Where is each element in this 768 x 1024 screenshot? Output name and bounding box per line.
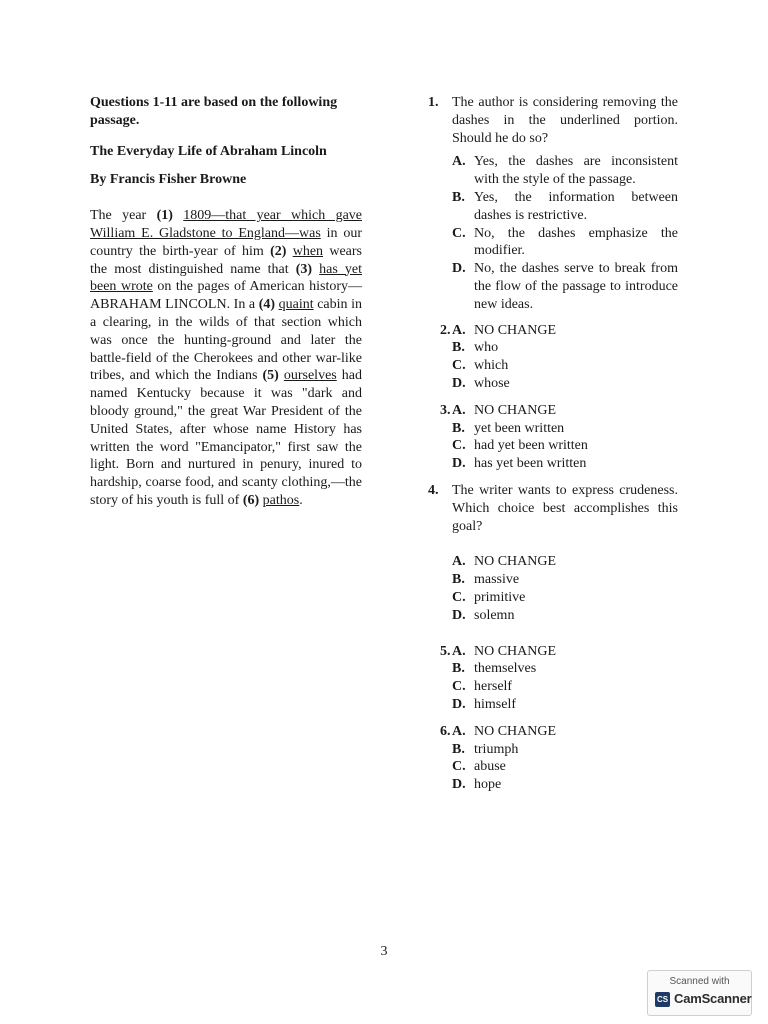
question-number: 5. bbox=[440, 643, 451, 659]
marker-3: (3) bbox=[295, 261, 313, 277]
option-text: Yes, the dashes are inconsistent with the style of the passage. bbox=[474, 154, 678, 188]
question-number: 2. bbox=[440, 322, 451, 338]
answer-option[interactable] bbox=[452, 553, 678, 571]
marker-1: (1) bbox=[156, 208, 173, 224]
marker-5: (5) bbox=[262, 368, 279, 384]
option-letter: B. bbox=[452, 741, 465, 757]
option-text: No, the dashes emphasize the modifier. bbox=[474, 225, 678, 259]
option-letter: B. bbox=[452, 420, 465, 436]
option-text: massive bbox=[474, 572, 520, 588]
underlined-portion-1: 1809—that year which gave William E. Gladstone to England—was bbox=[90, 208, 363, 241]
marker-4: (4) bbox=[258, 297, 276, 313]
answer-option[interactable] bbox=[452, 571, 678, 589]
passage-title: The Everyday Life of Abraham Lincoln bbox=[90, 143, 327, 159]
underlined-portion-2: when bbox=[292, 243, 324, 259]
answer-option[interactable] bbox=[452, 260, 678, 313]
question-5 bbox=[412, 643, 678, 714]
option-text: hope bbox=[474, 777, 502, 793]
option-letter: A. bbox=[452, 554, 466, 570]
option-text: triumph bbox=[474, 741, 519, 757]
question-stem: The author is considering removing the dashes in the underlined portion. Should he do so? bbox=[452, 95, 678, 146]
option-letter: D. bbox=[452, 375, 466, 391]
text-segment: . bbox=[299, 492, 303, 508]
option-text: had yet been written bbox=[474, 438, 588, 454]
answer-option[interactable] bbox=[440, 643, 678, 661]
option-text: NO CHANGE bbox=[474, 643, 557, 659]
underlined-portion-3: has yet been wrote bbox=[90, 261, 363, 295]
option-text: NO CHANGE bbox=[474, 723, 557, 739]
option-letter: B. bbox=[452, 189, 465, 205]
answer-option[interactable] bbox=[452, 776, 678, 794]
question-1 bbox=[412, 94, 678, 314]
option-text: has yet been written bbox=[474, 456, 587, 472]
option-letter: B. bbox=[452, 572, 465, 588]
question-2 bbox=[412, 322, 678, 393]
option-letter: B. bbox=[452, 661, 465, 677]
option-text: yet been written bbox=[474, 420, 565, 436]
option-letter: C. bbox=[452, 589, 466, 605]
text-segment: The year bbox=[90, 208, 157, 224]
option-text: which bbox=[474, 358, 509, 374]
option-letter: A. bbox=[452, 154, 466, 170]
questions-column bbox=[412, 94, 678, 803]
answer-option[interactable] bbox=[452, 607, 678, 625]
answer-option[interactable] bbox=[452, 153, 678, 189]
option-letter: C. bbox=[452, 679, 466, 695]
question-6 bbox=[412, 723, 678, 794]
answer-option[interactable] bbox=[440, 723, 678, 741]
option-text: solemn bbox=[474, 607, 515, 623]
answer-option[interactable] bbox=[452, 339, 678, 357]
question-number: 3. bbox=[440, 402, 451, 418]
passage-column bbox=[90, 94, 362, 510]
question-stem: The writer wants to express crudeness. Which choice best accomplishes this goal? bbox=[452, 482, 678, 534]
page-number: 3 bbox=[380, 944, 388, 959]
option-text: primitive bbox=[474, 589, 526, 605]
option-letter: C. bbox=[452, 225, 466, 241]
question-3 bbox=[412, 402, 678, 473]
option-letter: D. bbox=[452, 261, 466, 277]
answer-option[interactable] bbox=[452, 758, 678, 776]
underlined-portion-5: ourselves bbox=[283, 368, 337, 384]
option-text: NO CHANGE bbox=[474, 554, 557, 570]
camscanner-watermark bbox=[647, 970, 752, 1016]
option-letter: A. bbox=[452, 723, 466, 739]
answer-option[interactable] bbox=[452, 696, 678, 714]
option-text: Yes, the information between dashes is restrictive. bbox=[474, 189, 678, 223]
option-letter: D. bbox=[452, 696, 466, 712]
option-letter: C. bbox=[452, 358, 466, 374]
option-text: whose bbox=[474, 375, 510, 391]
answer-option[interactable] bbox=[452, 589, 678, 607]
camscanner-brand: CamScanner bbox=[674, 991, 752, 1006]
option-text: himself bbox=[474, 696, 516, 712]
text-segment: on the pages of American history—ABRAHAM LINCOLN. In a bbox=[90, 279, 362, 313]
answer-option[interactable] bbox=[440, 402, 678, 420]
option-text: No, the dashes serve to break from the flow of the passage to introduce new ideas. bbox=[474, 261, 678, 312]
camscanner-logo-icon: CS bbox=[655, 992, 670, 1007]
answer-option[interactable] bbox=[452, 437, 678, 455]
passage-text bbox=[90, 207, 362, 510]
text-segment: had named Kentucky because it was "dark and bloody ground," the great War President of the United States, after whose name History has written the word "Emancipator," first saw the light. Born and nurtured in penury, inured to hardship, coarse food, and scanty clothing,—the story of his youth is full of bbox=[90, 368, 362, 508]
answer-option[interactable] bbox=[452, 660, 678, 678]
question-4 bbox=[412, 482, 678, 625]
text-segment: wears the most distinguished name that bbox=[90, 243, 362, 277]
answer-option[interactable] bbox=[452, 375, 678, 393]
question-number: 6. bbox=[440, 723, 451, 739]
marker-2: (2) bbox=[270, 243, 287, 259]
answer-option[interactable] bbox=[440, 322, 678, 340]
answer-option[interactable] bbox=[452, 420, 678, 438]
marker-6: (6) bbox=[242, 492, 260, 508]
option-text: NO CHANGE bbox=[474, 322, 557, 338]
passage-intro: Questions 1-11 are based on the following passage. bbox=[90, 95, 338, 128]
option-letter: D. bbox=[452, 777, 466, 793]
option-letter: A. bbox=[452, 643, 466, 659]
question-number: 4. bbox=[428, 482, 439, 498]
answer-option[interactable] bbox=[452, 741, 678, 759]
text-segment: in our country the birth-year of him bbox=[90, 225, 362, 259]
option-text: herself bbox=[474, 679, 513, 695]
underlined-portion-4: quaint bbox=[278, 297, 314, 313]
text-segment: cabin in a clearing, in the wilds of that section which was once the hunting-ground and later the battle-field of the Cherokees and other war-like tribes, and which the Indians bbox=[90, 297, 362, 384]
option-letter: C. bbox=[452, 759, 466, 775]
option-text: abuse bbox=[474, 759, 506, 775]
question-number: 1. bbox=[428, 95, 439, 110]
answer-option[interactable] bbox=[452, 455, 678, 473]
option-letter: A. bbox=[452, 402, 466, 418]
option-letter: D. bbox=[452, 607, 466, 623]
answer-option[interactable] bbox=[452, 225, 678, 261]
option-letter: B. bbox=[452, 340, 465, 356]
option-text: themselves bbox=[474, 661, 537, 677]
underlined-portion-6: pathos bbox=[262, 492, 300, 508]
answer-option[interactable] bbox=[452, 189, 678, 225]
option-letter: D. bbox=[452, 456, 466, 472]
option-letter: C. bbox=[452, 438, 466, 454]
option-text: NO CHANGE bbox=[474, 402, 557, 418]
answer-option[interactable] bbox=[452, 678, 678, 696]
option-letter: A. bbox=[452, 322, 466, 338]
option-text: who bbox=[474, 340, 499, 356]
passage-author: By Francis Fisher Browne bbox=[90, 172, 247, 188]
scanned-with-caption: Scanned with bbox=[669, 976, 730, 987]
answer-option[interactable] bbox=[452, 357, 678, 375]
